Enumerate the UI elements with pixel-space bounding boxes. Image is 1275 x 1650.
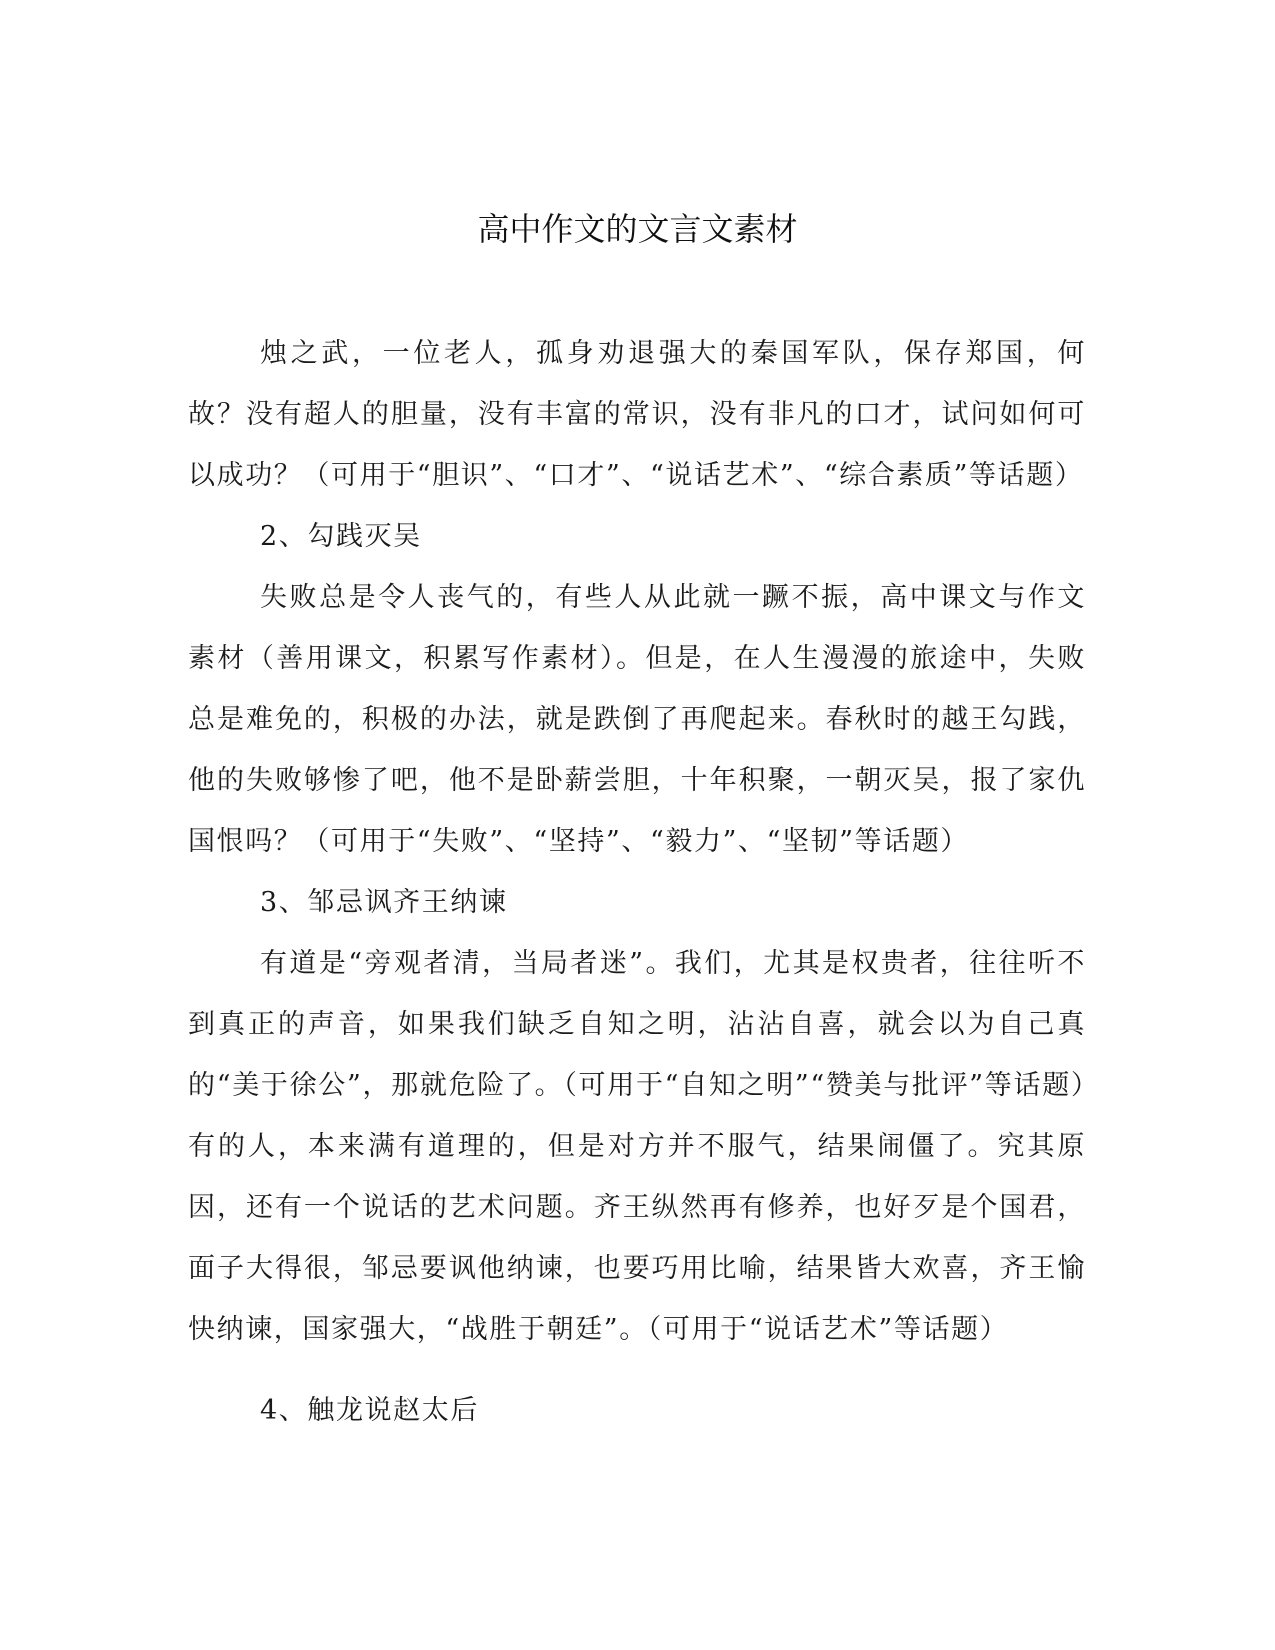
paragraph-zou-ji: 有道是“旁观者清，当局者迷”。我们，尤其是权贵者，往往听不到真正的声音，如果我们缺乏自知之明，沾沾自喜，就会以为自己真的“美于徐公”，那就危险了。（可用于“自知之明”“赞美与批评”等话题）有的人，本来满有道理的，但是对方并不服气，结果闹僵了。究其原因，还有一个说话的艺术问题。齐王纵然再有修养，也好歹是个国君，面子大得很，邹忌要讽他纳谏，也要巧用比喻，结果皆大欢喜，齐王愉快纳谏，国家强大，“战胜于朝廷”。（可用于“说话艺术”等话题） [188, 948, 1086, 1345]
paragraph-gap [188, 1360, 1086, 1380]
heading-chu-long: 4、触龙说赵太后 [260, 1395, 479, 1426]
heading-gou-jian-mie-wu: 2、勾践灭吴 [260, 521, 422, 552]
document-body [188, 323, 1086, 1441]
paragraph-zhu-zhi-wu: 烛之武，一位老人，孤身劝退强大的秦国军队，保存郑国，何故？没有超人的胆量，没有丰富的常识，没有非凡的口才，试问如何可以成功？（可用于“胆识”、“口才”、“说话艺术”、“综合素质”等话题） [188, 338, 1086, 491]
paragraph-gou-jian: 失败总是令人丧气的，有些人从此就一蹶不振，高中课文与作文素材（善用课文，积累写作素材）。但是，在人生漫漫的旅途中，失败总是难免的，积极的办法，就是跌倒了再爬起来。春秋时的越王勾践，他的失败够惨了吧，他不是卧薪尝胆，十年积聚，一朝灭吴，报了家仇国恨吗？（可用于“失败”、“坚持”、“毅力”、“坚韧”等话题） [188, 582, 1086, 857]
heading-zou-ji: 3、邹忌讽齐王纳谏 [260, 887, 508, 918]
document-title: 高中作文的文言文素材 [477, 210, 798, 248]
